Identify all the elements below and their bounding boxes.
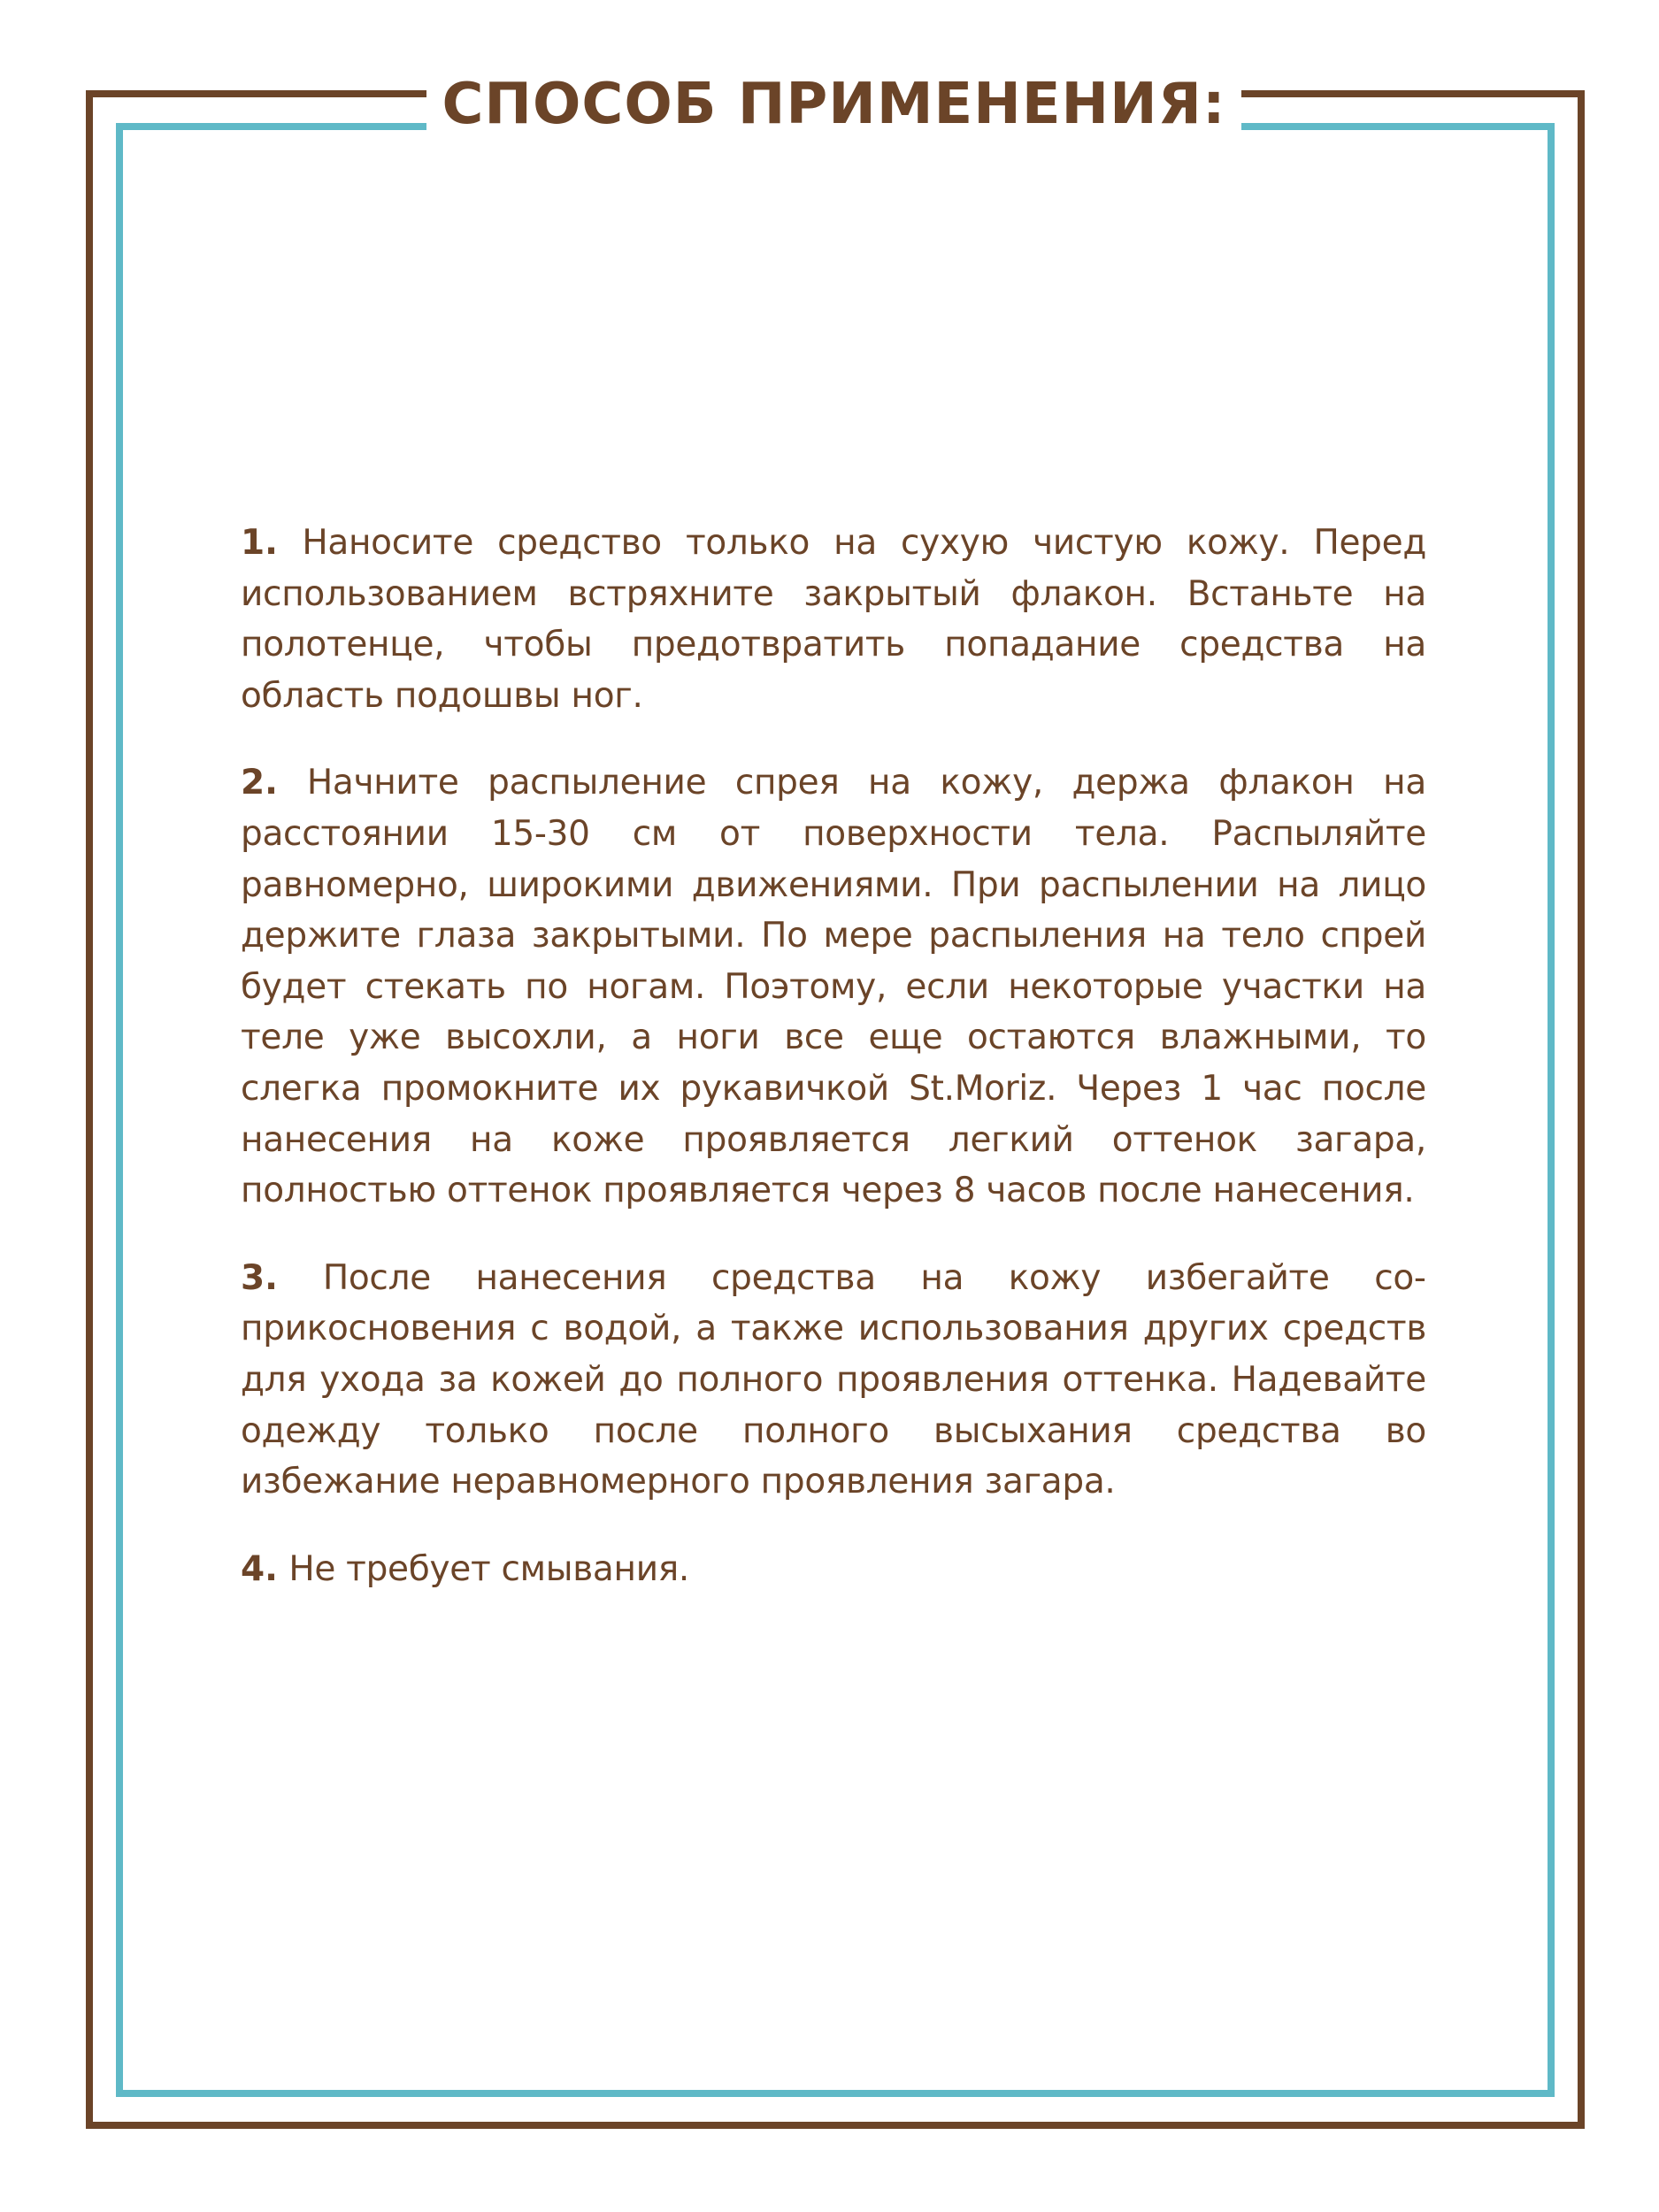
instruction-step-1 xyxy=(241,518,1426,721)
instruction-step-4 xyxy=(241,1544,1426,1595)
step-number: 3. xyxy=(241,1257,278,1298)
step-number: 1. xyxy=(241,523,278,563)
instructions-list xyxy=(241,518,1426,1631)
step-number: 4. xyxy=(241,1548,278,1589)
instruction-step-2 xyxy=(241,757,1426,1216)
page-title: СПОСОБ ПРИМЕНЕНИЯ: xyxy=(442,72,1226,137)
instruction-step-3 xyxy=(241,1253,1426,1508)
step-text: Наносите средство только на сухую чистую кожу. Перед использованием встряхните закрытый флакон. Встаньте на полотенце, чтобы предотвратить попадание средства на область подошвы ног. xyxy=(241,523,1426,716)
step-text: После нанесения средства на кожу избегайте соприкосновения с водой, а также использования других средств для ухода за кожей до полного проявления оттенка. Надевайте одежду только после полного высыхания средства во избежание неравномерного проявления загара. xyxy=(241,1257,1426,1502)
step-text: Не требует смывания. xyxy=(288,1548,690,1589)
step-text: Начните распыление спрея на кожу, держа флакон на расстоянии 15-30 см от поверхности тела. Распыляйте равномерно, широкими движениями. При распылении на лицо держите глаза закрытыми. По мере распыления на тело спрей будет стекать по ногам. Поэтому, если некоторые участки на теле уже высохли, а ноги все еще остаются влажными, то слегка промокните их рукавичкой St.Moriz. Через 1 час после нанесения на коже проявляется легкий оттенок загара, полностью оттенок проявляется через 8 часов после нанесения. xyxy=(241,763,1426,1211)
step-number: 2. xyxy=(241,763,278,803)
